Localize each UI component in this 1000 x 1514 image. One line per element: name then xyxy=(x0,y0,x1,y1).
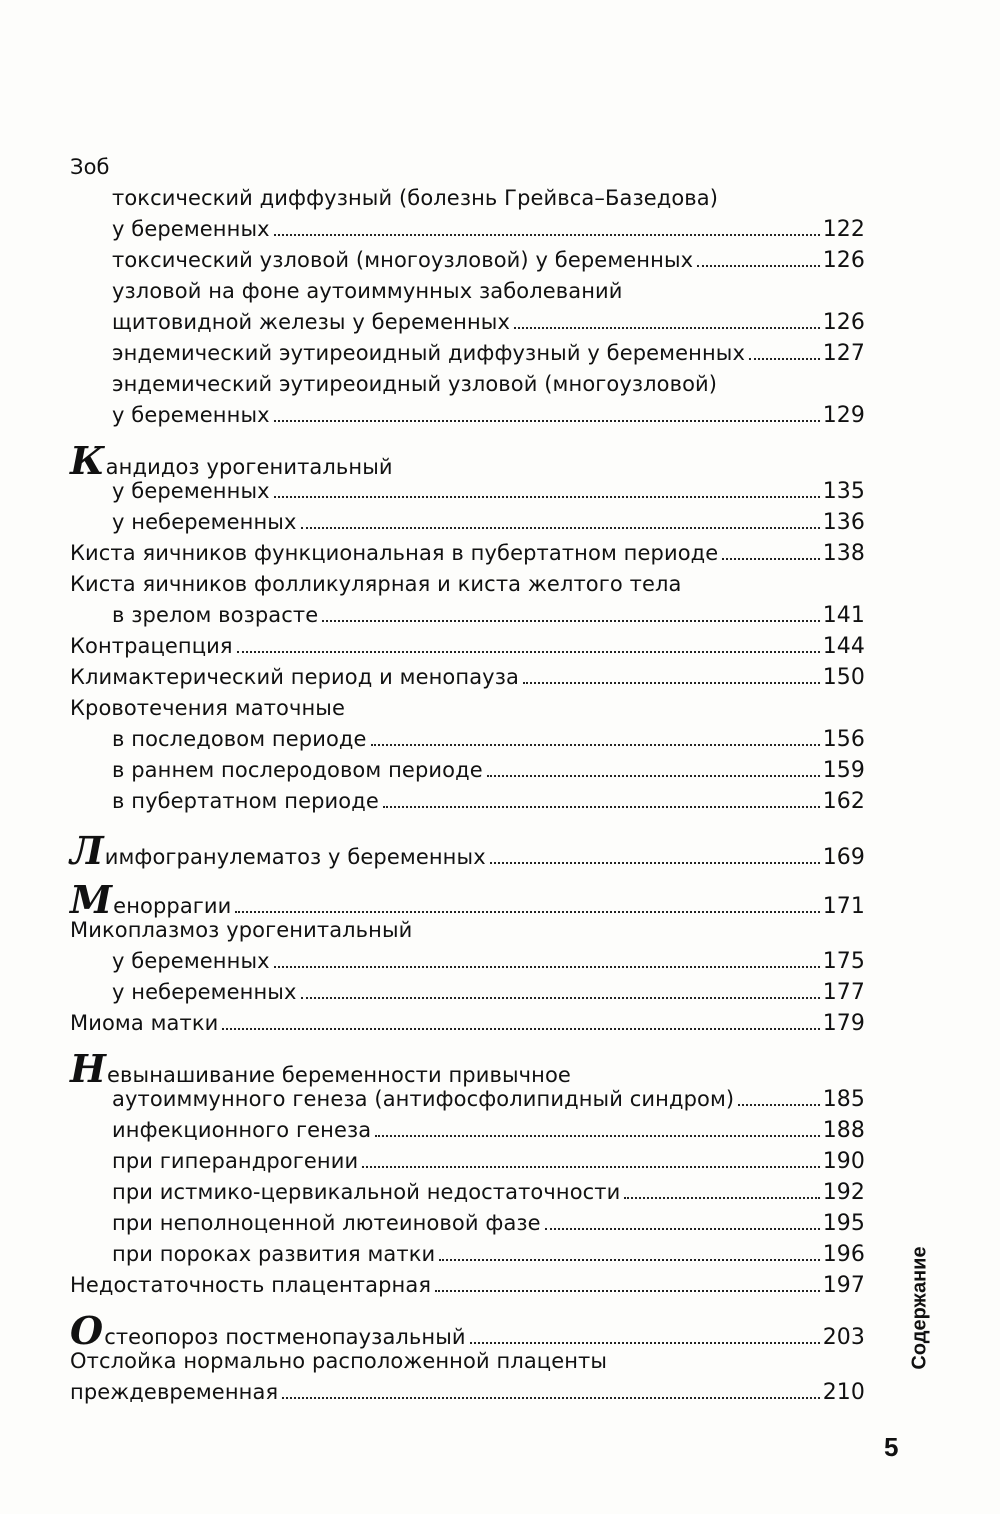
toc-entry xyxy=(70,438,865,483)
toc-entry-title xyxy=(112,786,379,817)
toc-entry xyxy=(70,977,865,1008)
toc-entry-text: у беременных xyxy=(112,949,270,973)
dot-leader xyxy=(235,911,819,913)
toc-page-number: 150 xyxy=(822,665,865,690)
toc-page-number: 127 xyxy=(822,341,865,366)
dot-leader xyxy=(301,997,820,999)
toc-entry-text: у беременных xyxy=(112,403,270,427)
toc-entry xyxy=(70,1115,865,1146)
toc-entry-text: преждевременная xyxy=(70,1380,279,1404)
toc-page-number: 126 xyxy=(822,310,865,335)
toc-entry xyxy=(70,338,865,369)
section-title: Содержание xyxy=(908,1246,931,1370)
toc-page-number: 192 xyxy=(822,1180,865,1205)
toc-entry-title xyxy=(70,1346,607,1377)
toc-entry xyxy=(70,1046,865,1091)
decorative-initial-letter: О xyxy=(70,1308,104,1353)
toc-page-number: 144 xyxy=(822,634,865,659)
toc-page-number: 122 xyxy=(822,217,865,242)
toc-entry-text: при гиперандрогении xyxy=(112,1149,359,1173)
toc-entry-title xyxy=(112,1115,371,1146)
decorative-initial-letter: Л xyxy=(70,828,104,873)
toc-entry-text: в зрелом возрасте xyxy=(112,603,319,627)
toc-page-number: 156 xyxy=(822,727,865,752)
dot-leader xyxy=(749,358,820,360)
toc-entry-text: при неполноценной лютеиновой фазе xyxy=(112,1211,541,1235)
toc-entry-title xyxy=(112,1208,541,1239)
toc-entry-text: эндемический эутиреоидный узловой (многоузловой) xyxy=(112,372,718,396)
toc-page-number: 162 xyxy=(822,789,865,814)
dot-leader xyxy=(624,1197,819,1199)
toc-page-number: 203 xyxy=(822,1325,865,1350)
toc-entry-title xyxy=(112,400,270,431)
toc-entry-text: Недостаточность плацентарная xyxy=(70,1273,432,1297)
toc-entry xyxy=(70,276,865,307)
dot-leader xyxy=(383,806,820,808)
dot-leader xyxy=(435,1290,820,1292)
toc-page-number: 175 xyxy=(822,949,865,974)
toc-entry-text: стеопороз постменопаузальный xyxy=(104,1325,466,1349)
dot-leader xyxy=(523,682,820,684)
toc-entry xyxy=(70,1239,865,1270)
toc-entry-title xyxy=(112,214,270,245)
toc-entry-title xyxy=(112,307,510,338)
toc-entry xyxy=(70,507,865,538)
dot-leader xyxy=(274,420,820,422)
toc-entry xyxy=(70,476,865,507)
toc-entry-title xyxy=(70,1008,218,1039)
dot-leader xyxy=(722,558,819,560)
toc-entry-title xyxy=(112,338,745,369)
toc-entry-title xyxy=(112,245,693,276)
toc-entry-title xyxy=(70,828,486,873)
toc-entry-title xyxy=(70,538,718,569)
toc-entry xyxy=(70,1146,865,1177)
toc-entry-title xyxy=(70,693,345,724)
toc-entry xyxy=(70,214,865,245)
toc-entry xyxy=(70,915,865,946)
toc-entry-text: при пороках развития матки xyxy=(112,1242,436,1266)
toc-page-number: 159 xyxy=(822,758,865,783)
toc-entry xyxy=(70,693,865,724)
toc-entry-title xyxy=(112,369,717,400)
dot-leader xyxy=(371,744,820,746)
toc-entry-text: Отслойка нормально расположенной плаценты xyxy=(70,1349,608,1373)
toc-entry xyxy=(70,400,865,431)
toc-entry-title xyxy=(112,1084,734,1115)
toc-entry xyxy=(70,1377,865,1408)
toc-entry-title xyxy=(70,1377,278,1408)
toc-entry xyxy=(70,152,865,183)
toc-entry xyxy=(70,569,865,600)
toc-entry xyxy=(70,662,865,693)
toc-entry xyxy=(70,786,865,817)
toc-entry-title xyxy=(70,662,519,693)
toc-entry-text: аутоиммунного генеза (антифосфолипидный синдром) xyxy=(112,1087,735,1111)
table-of-contents xyxy=(70,152,865,1408)
toc-entry xyxy=(70,1308,865,1353)
toc-entry xyxy=(70,1008,865,1039)
dot-leader xyxy=(237,651,820,653)
toc-entry-text: в пубертатном периоде xyxy=(112,789,379,813)
toc-entry-text: у небеременных xyxy=(112,510,297,534)
toc-entry-text: инфекционного генеза xyxy=(112,1118,372,1142)
dot-leader xyxy=(322,620,819,622)
dot-leader xyxy=(375,1135,819,1137)
toc-entry-title xyxy=(112,1177,620,1208)
dot-leader xyxy=(362,1166,819,1168)
toc-entry xyxy=(70,307,865,338)
decorative-initial-letter: Н xyxy=(70,1046,107,1091)
dot-leader xyxy=(490,862,820,864)
toc-page-number: 179 xyxy=(822,1011,865,1036)
toc-entry-title xyxy=(112,183,718,214)
toc-entry-text: Миома матки xyxy=(70,1011,219,1035)
side-section-label xyxy=(902,1228,938,1388)
toc-page-number: 188 xyxy=(822,1118,865,1143)
dot-leader xyxy=(738,1104,820,1106)
toc-page-number: 196 xyxy=(822,1242,865,1267)
toc-entry-title xyxy=(112,977,297,1008)
toc-entry-text: токсический диффузный (болезнь Грейвса–Базедова) xyxy=(112,186,719,210)
dot-leader xyxy=(487,775,820,777)
toc-page-number: 197 xyxy=(822,1273,865,1298)
toc-page-number: 210 xyxy=(822,1380,865,1405)
toc-entry xyxy=(70,946,865,977)
dot-leader xyxy=(470,1342,820,1344)
toc-entry-title xyxy=(70,569,681,600)
toc-entry-title xyxy=(112,1239,435,1270)
toc-entry-text: у беременных xyxy=(112,217,270,241)
toc-entry-text: в раннем послеродовом периоде xyxy=(112,758,483,782)
toc-entry-text: токсический узловой (многоузловой) у беременных xyxy=(112,248,694,272)
dot-leader xyxy=(439,1259,819,1261)
toc-entry-text: у небеременных xyxy=(112,980,297,1004)
dot-leader xyxy=(282,1397,820,1399)
toc-entry xyxy=(70,1084,865,1115)
toc-page-number: 135 xyxy=(822,479,865,504)
toc-entry xyxy=(70,631,865,662)
toc-entry-title xyxy=(112,507,297,538)
dot-leader xyxy=(697,265,820,267)
toc-entry-title xyxy=(112,476,270,507)
toc-page-number: 195 xyxy=(822,1211,865,1236)
toc-entry-text: евынашивание беременности привычное xyxy=(107,1063,571,1087)
toc-entry-title xyxy=(112,724,367,755)
decorative-initial-letter: К xyxy=(70,438,105,483)
toc-entry-title xyxy=(112,1146,358,1177)
toc-entry xyxy=(70,183,865,214)
decorative-initial-letter: М xyxy=(70,877,113,922)
toc-entry-text: у беременных xyxy=(112,479,270,503)
dot-leader xyxy=(545,1228,820,1230)
toc-entry-title xyxy=(70,631,233,662)
toc-page-number: 185 xyxy=(822,1087,865,1112)
dot-leader xyxy=(274,966,820,968)
toc-entry xyxy=(70,1177,865,1208)
toc-entry-text: Климактерический период и менопауза xyxy=(70,665,519,689)
toc-entry-title xyxy=(70,152,110,183)
toc-entry-text: Киста яичников фолликулярная и киста желтого тела xyxy=(70,572,682,596)
toc-entry-title xyxy=(70,1270,431,1301)
toc-entry xyxy=(70,538,865,569)
toc-entry xyxy=(70,755,865,786)
dot-leader xyxy=(514,327,820,329)
toc-entry-text: еноррагии xyxy=(113,894,232,918)
toc-entry-text: Контрацепция xyxy=(70,634,233,658)
dot-leader xyxy=(274,496,820,498)
page-number: 5 xyxy=(884,1432,899,1462)
toc-page-number: 171 xyxy=(822,894,865,919)
dot-leader xyxy=(222,1028,819,1030)
toc-entry-text: Микоплазмоз урогенитальный xyxy=(70,918,413,942)
toc-entry xyxy=(70,828,865,873)
toc-page-number: 190 xyxy=(822,1149,865,1174)
toc-entry-text: щитовидной железы у беременных xyxy=(112,310,511,334)
toc-entry-text: эндемический эутиреоидный диффузный у беременных xyxy=(112,341,746,365)
toc-entry xyxy=(70,369,865,400)
toc-page-number: 141 xyxy=(822,603,865,628)
toc-entry xyxy=(70,600,865,631)
dot-leader xyxy=(301,527,820,529)
toc-entry-text: Киста яичников функциональная в пубертатном периоде xyxy=(70,541,719,565)
toc-entry-title xyxy=(112,755,483,786)
dot-leader xyxy=(274,234,820,236)
toc-page-number: 177 xyxy=(822,980,865,1005)
toc-entry-title xyxy=(112,946,270,977)
toc-entry xyxy=(70,724,865,755)
toc-entry-text: узловой на фоне аутоиммунных заболеваний xyxy=(112,279,623,303)
toc-entry-text: Кровотечения маточные xyxy=(70,696,346,720)
toc-entry xyxy=(70,877,865,922)
toc-page-number: 138 xyxy=(822,541,865,566)
toc-entry xyxy=(70,245,865,276)
toc-entry xyxy=(70,1208,865,1239)
toc-entry-text: андидоз урогенитальный xyxy=(105,455,393,479)
toc-page-number: 169 xyxy=(822,845,865,870)
toc-entry-text: в последовом периоде xyxy=(112,727,367,751)
toc-page-number: 126 xyxy=(822,248,865,273)
toc-entry xyxy=(70,1270,865,1301)
toc-page-number: 136 xyxy=(822,510,865,535)
toc-entry-title xyxy=(112,600,318,631)
toc-entry-text: имфогранулематоз у беременных xyxy=(104,845,486,869)
toc-entry-text: Зоб xyxy=(70,155,110,179)
toc-entry-text: при истмико-цервикальной недостаточности xyxy=(112,1180,621,1204)
toc-entry-title xyxy=(70,915,412,946)
toc-entry xyxy=(70,1346,865,1377)
toc-page-number: 129 xyxy=(822,403,865,428)
toc-entry-title xyxy=(112,276,623,307)
